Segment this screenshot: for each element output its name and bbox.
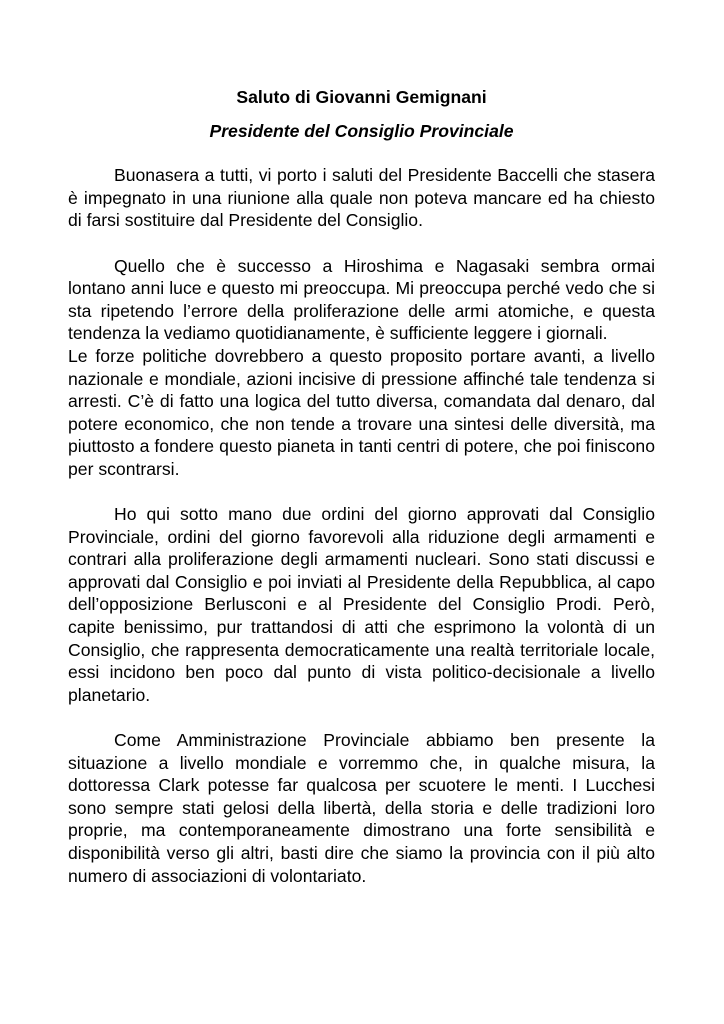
paragraph-5: Come Amministrazione Provinciale abbiamo ben presente la situazione a livello mondiale e vorremmo che, in qualche misura, la dottoressa Clark potesse far qualcosa per scuotere le menti. I Lucchesi sono sempre stati gelosi della libertà, della storia e delle tradizioni loro proprie, ma contemporaneamente dimostrano una forte sensibilità e disponibilità verso gli altri, basti dire che siamo la provincia con il più alto numero di associazioni di volontariato.	[68, 730, 655, 886]
paragraph-4: Ho qui sotto mano due ordini del giorno approvati dal Consiglio Provinciale, ordini del giorno favorevoli alla riduzione degli armamenti e contrari alla proliferazione degli armamenti nucleari. Sono stati discussi e approvati dal Consiglio e poi inviati al Presidente della Repubblica, al capo dell’opposizione Berlusconi e al Presidente del Consiglio Prodi. Però, capite benissimo, pur trattandosi di atti che esprimono la volontà di un Consiglio, che rappresenta democraticamente una realtà territoriale locale, essi incidono ben poco dal punto di vista politico-decisionale a livello planetario.	[68, 504, 655, 705]
paragraph-1: Buonasera a tutti, vi porto i saluti del Presidente Baccelli che stasera è impegnato in una riunione alla quale non poteva mancare ed ha chiesto di farsi sostituire dal Presidente del Consiglio.	[68, 165, 655, 231]
document-subtitle: Presidente del Consiglio Provinciale	[209, 120, 514, 141]
document-title: Saluto di Giovanni Gemignani	[236, 87, 487, 107]
paragraph-3: Le forze politiche dovrebbero a questo proposito portare avanti, a livello nazionale e mondiale, azioni incisive di pressione affinché tale tendenza si arresti. C’è di fatto una logica del tutto diversa, comandata dal denaro, dal potere economico, che non tende a trovare una sintesi delle diversità, ma piuttosto a fondere questo pianeta in tanti centri di potere, che poi finiscono per scontrarsi.	[68, 345, 655, 479]
document-page	[68, 86, 655, 887]
paragraph-2: Quello che è successo a Hiroshima e Nagasaki sembra ormai lontano anni luce e questo mi preoccupa. Mi preoccupa perché vedo che si sta ripetendo l’errore della proliferazione delle armi atomiche, e questa tendenza la vediamo quotidianamente, è sufficiente leggere i giornali.	[68, 255, 655, 344]
